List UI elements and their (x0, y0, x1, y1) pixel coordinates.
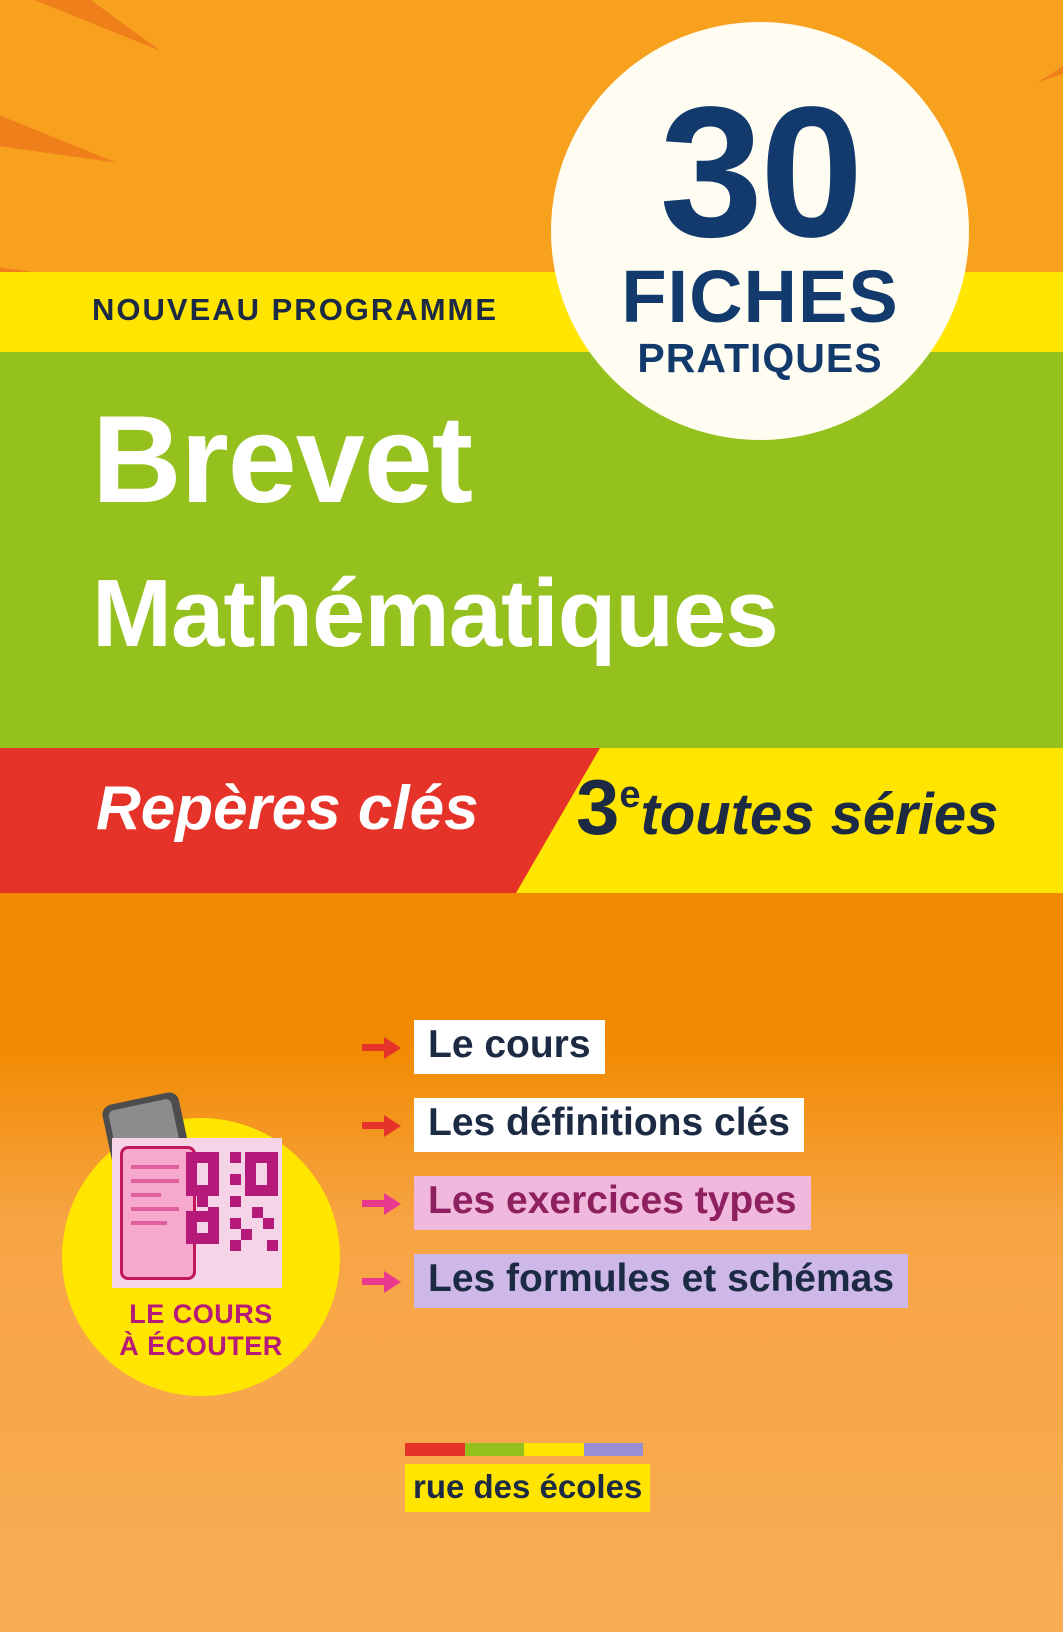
level-series: toutes séries (640, 782, 999, 847)
mini-phone-icon (120, 1146, 196, 1280)
badge-circle (551, 22, 969, 440)
badge-line2: PRATIQUES (637, 335, 883, 381)
audio-caption-line2: À ÉCOUTER (119, 1331, 283, 1362)
arrow-icon (360, 1032, 404, 1062)
list-item (360, 1096, 980, 1154)
audio-badge-caption (62, 1298, 340, 1363)
arrow-icon (360, 1188, 404, 1218)
audio-caption-line1: LE COURS (129, 1299, 273, 1329)
badge-number: 30 (659, 69, 861, 276)
badge-line1: FICHES (621, 255, 899, 338)
list-item-label: Le cours (414, 1020, 605, 1074)
page-subtitle: Mathématiques (92, 560, 778, 667)
arrow-icon (360, 1110, 404, 1140)
qr-code-icon (186, 1152, 278, 1244)
feature-list (360, 1018, 980, 1330)
list-item-label: Les exercices types (414, 1176, 811, 1230)
banner-text: NOUVEAU PROGRAMME (92, 292, 499, 327)
page-title: Brevet (92, 391, 472, 529)
arrow-icon (360, 1266, 404, 1296)
list-item-label: Les formules et schémas (414, 1254, 908, 1308)
publisher-name: rue des écoles (405, 1464, 650, 1512)
level-number: 3 (576, 763, 620, 851)
level-text (576, 763, 999, 851)
tagline-text: Repères clés (96, 774, 479, 843)
logo-color-bars (405, 1443, 643, 1456)
publisher-logo (405, 1443, 655, 1512)
list-item (360, 1018, 980, 1076)
level-exponent: e (619, 774, 641, 816)
list-item (360, 1174, 980, 1232)
list-item (360, 1252, 980, 1310)
list-item-label: Les définitions clés (414, 1098, 804, 1152)
